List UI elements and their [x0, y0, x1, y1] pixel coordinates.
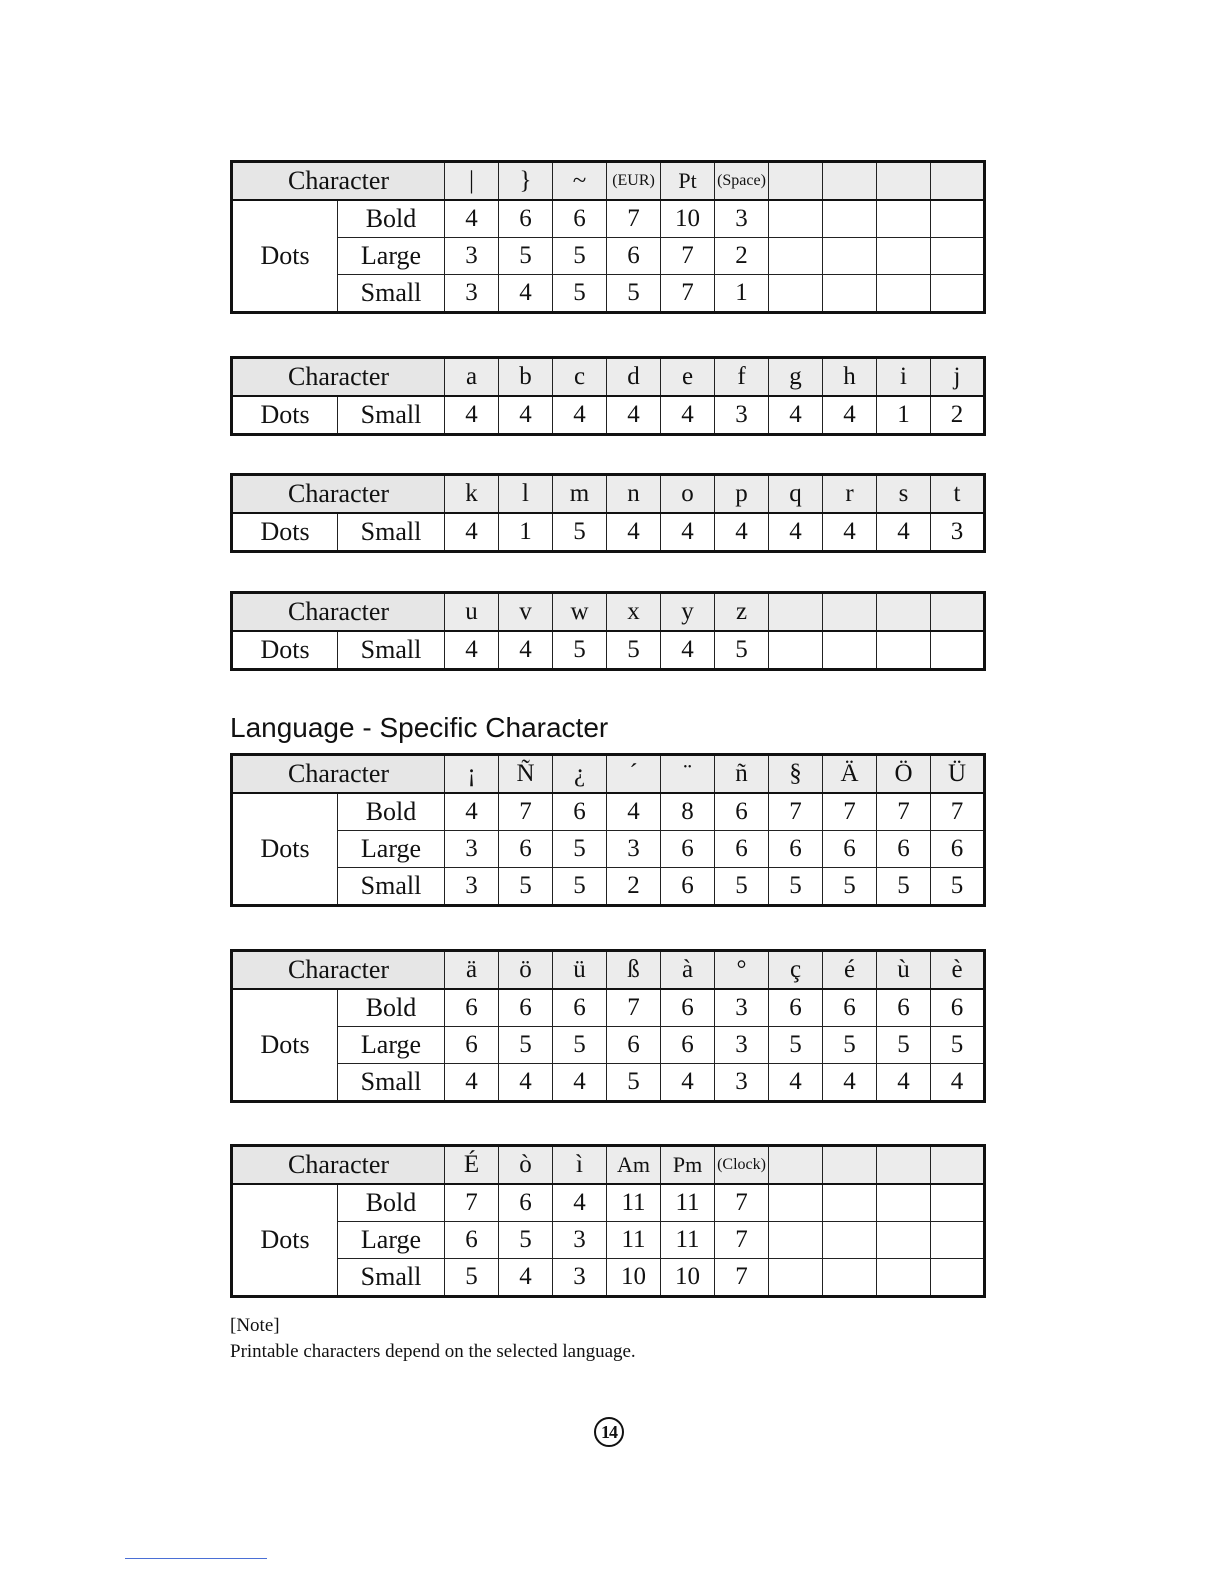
dots-value-cell: 5 — [553, 275, 607, 313]
character-cell: } — [499, 162, 553, 201]
dots-value-cell: 5 — [769, 1027, 823, 1064]
character-cell: q — [769, 475, 823, 514]
size-label: Small — [338, 631, 445, 670]
dots-value-cell: 5 — [715, 868, 769, 906]
size-label: Small — [338, 396, 445, 435]
dots-value-cell: 6 — [445, 1222, 499, 1259]
character-cell: ¿ — [553, 755, 607, 794]
dots-value-cell: 6 — [661, 1027, 715, 1064]
character-cell: z — [715, 593, 769, 632]
character-cell — [769, 593, 823, 632]
size-label: Bold — [338, 989, 445, 1027]
dots-value-cell: 7 — [661, 275, 715, 313]
dots-value-cell: 6 — [715, 831, 769, 868]
dots-value-cell: 7 — [607, 200, 661, 238]
dots-value-cell: 6 — [661, 831, 715, 868]
character-cell: ¡ — [445, 755, 499, 794]
dots-value-cell: 6 — [715, 793, 769, 831]
character-cell: | — [445, 162, 499, 201]
character-cell: s — [877, 475, 931, 514]
dots-value-cell — [823, 1184, 877, 1222]
character-cell: u — [445, 593, 499, 632]
dots-value-cell: 5 — [445, 1259, 499, 1297]
size-label: Large — [338, 1027, 445, 1064]
dots-value-cell: 3 — [445, 275, 499, 313]
dots-value-cell: 4 — [823, 396, 877, 435]
dots-value-cell — [769, 238, 823, 275]
character-cell: g — [769, 358, 823, 397]
dots-value-cell — [823, 631, 877, 670]
character-cell: ù — [877, 951, 931, 990]
character-cell: t — [931, 475, 985, 514]
dots-value-cell: 3 — [445, 831, 499, 868]
dots-value-cell: 4 — [553, 396, 607, 435]
dots-value-cell — [769, 1184, 823, 1222]
note — [230, 1313, 636, 1365]
character-cell: y — [661, 593, 715, 632]
dots-value-cell — [877, 1222, 931, 1259]
dots-value-cell — [769, 1259, 823, 1297]
dots-value-cell: 7 — [877, 793, 931, 831]
dots-value-cell — [823, 1222, 877, 1259]
dots-value-cell: 3 — [445, 868, 499, 906]
dots-value-cell: 6 — [823, 831, 877, 868]
dots-value-cell: 11 — [661, 1222, 715, 1259]
character-cell: p — [715, 475, 769, 514]
character-cell — [769, 1146, 823, 1185]
dots-value-cell: 11 — [607, 1222, 661, 1259]
dots-value-cell: 4 — [877, 1064, 931, 1102]
character-cell: f — [715, 358, 769, 397]
dots-value-cell — [877, 238, 931, 275]
dots-value-cell: 7 — [499, 793, 553, 831]
character-cell — [877, 593, 931, 632]
character-cell: Am — [607, 1146, 661, 1185]
footer-rule — [125, 1558, 267, 1559]
character-cell: É — [445, 1146, 499, 1185]
size-label: Small — [338, 513, 445, 552]
char-table-language-3 — [230, 1144, 986, 1298]
character-cell: è — [931, 951, 985, 990]
dots-value-cell: 5 — [553, 238, 607, 275]
dots-value-cell: 2 — [931, 396, 985, 435]
dots-value-cell: 4 — [769, 1064, 823, 1102]
dots-value-cell — [931, 1222, 985, 1259]
dots-label: Dots — [232, 396, 338, 435]
section-heading: Language - Specific Character — [230, 712, 609, 743]
dots-value-cell: 4 — [607, 396, 661, 435]
header-row — [232, 1146, 985, 1185]
size-label: Bold — [338, 793, 445, 831]
character-cell: Pt — [661, 162, 715, 201]
dots-value-cell: 7 — [445, 1184, 499, 1222]
size-label: Large — [338, 831, 445, 868]
character-cell: ì — [553, 1146, 607, 1185]
size-label: Bold — [338, 1184, 445, 1222]
character-cell: e — [661, 358, 715, 397]
dots-value-cell: 2 — [607, 868, 661, 906]
dots-value-cell: 5 — [499, 238, 553, 275]
dots-value-cell — [823, 275, 877, 313]
character-cell: d — [607, 358, 661, 397]
header-row — [232, 358, 985, 397]
dots-value-cell: 5 — [499, 1222, 553, 1259]
dots-value-cell: 5 — [877, 1027, 931, 1064]
header-row — [232, 162, 985, 201]
dots-value-cell — [769, 631, 823, 670]
char-table-language-1 — [230, 753, 986, 907]
character-cell — [931, 1146, 985, 1185]
character-cell: ° — [715, 951, 769, 990]
dots-value-cell: 5 — [499, 868, 553, 906]
dots-value-cell: 4 — [661, 513, 715, 552]
dots-row-small — [232, 631, 985, 670]
dots-row-small — [232, 275, 985, 313]
character-cell: a — [445, 358, 499, 397]
dots-value-cell: 5 — [607, 1064, 661, 1102]
dots-value-cell: 11 — [661, 1184, 715, 1222]
dots-row-bold — [232, 200, 985, 238]
dots-value-cell: 5 — [823, 1027, 877, 1064]
character-cell: ò — [499, 1146, 553, 1185]
dots-value-cell: 6 — [823, 989, 877, 1027]
character-cell — [769, 162, 823, 201]
size-label: Small — [338, 868, 445, 906]
dots-value-cell: 7 — [661, 238, 715, 275]
dots-value-cell: 4 — [715, 513, 769, 552]
character-cell: é — [823, 951, 877, 990]
dots-value-cell: 7 — [607, 989, 661, 1027]
dots-value-cell: 4 — [769, 396, 823, 435]
dots-value-cell: 4 — [877, 513, 931, 552]
character-cell — [823, 162, 877, 201]
dots-value-cell: 3 — [715, 200, 769, 238]
dots-value-cell: 3 — [715, 1027, 769, 1064]
dots-value-cell: 4 — [769, 513, 823, 552]
dots-value-cell — [877, 200, 931, 238]
dots-value-cell: 5 — [931, 1027, 985, 1064]
dots-label: Dots — [232, 200, 338, 313]
size-label: Small — [338, 1259, 445, 1297]
note-label: [Note] — [230, 1315, 280, 1336]
dots-label: Dots — [232, 793, 338, 906]
dots-value-cell: 8 — [661, 793, 715, 831]
dots-value-cell: 4 — [931, 1064, 985, 1102]
character-cell: (Space) — [715, 162, 769, 201]
dots-value-cell: 7 — [931, 793, 985, 831]
dots-value-cell: 6 — [553, 989, 607, 1027]
character-cell — [823, 593, 877, 632]
dots-value-cell: 6 — [499, 831, 553, 868]
dots-value-cell: 6 — [499, 200, 553, 238]
dots-value-cell — [931, 275, 985, 313]
dots-value-cell: 7 — [823, 793, 877, 831]
dots-row-small — [232, 1064, 985, 1102]
dots-value-cell: 4 — [445, 513, 499, 552]
character-cell: m — [553, 475, 607, 514]
header-row — [232, 951, 985, 990]
dots-value-cell — [931, 238, 985, 275]
character-cell: o — [661, 475, 715, 514]
size-label: Large — [338, 238, 445, 275]
dots-value-cell — [877, 1259, 931, 1297]
dots-value-cell: 6 — [499, 989, 553, 1027]
dots-value-cell: 3 — [931, 513, 985, 552]
dots-value-cell: 5 — [499, 1027, 553, 1064]
character-cell: h — [823, 358, 877, 397]
dots-row-small — [232, 396, 985, 435]
character-cell: ñ — [715, 755, 769, 794]
dots-value-cell: 3 — [553, 1259, 607, 1297]
dots-value-cell — [769, 275, 823, 313]
dots-value-cell: 4 — [607, 793, 661, 831]
character-cell: ´ — [607, 755, 661, 794]
character-cell: ~ — [553, 162, 607, 201]
dots-row-large — [232, 1027, 985, 1064]
dots-value-cell: 1 — [877, 396, 931, 435]
character-cell: ß — [607, 951, 661, 990]
size-label: Small — [338, 1064, 445, 1102]
dots-row-large — [232, 238, 985, 275]
dots-value-cell: 4 — [661, 631, 715, 670]
character-header-label: Character — [232, 162, 445, 201]
dots-value-cell: 7 — [715, 1222, 769, 1259]
character-cell: v — [499, 593, 553, 632]
dots-value-cell: 6 — [499, 1184, 553, 1222]
dots-row-large — [232, 831, 985, 868]
dots-row-bold — [232, 989, 985, 1027]
char-table-symbols — [230, 160, 986, 314]
dots-value-cell: 10 — [661, 1259, 715, 1297]
character-cell: b — [499, 358, 553, 397]
dots-label: Dots — [232, 989, 338, 1102]
character-cell — [931, 162, 985, 201]
dots-value-cell: 7 — [715, 1184, 769, 1222]
dots-value-cell — [931, 1184, 985, 1222]
dots-value-cell: 1 — [715, 275, 769, 313]
dots-value-cell: 1 — [499, 513, 553, 552]
character-cell: (EUR) — [607, 162, 661, 201]
character-cell: Ñ — [499, 755, 553, 794]
dots-value-cell: 4 — [499, 1064, 553, 1102]
character-cell — [877, 162, 931, 201]
dots-value-cell: 6 — [877, 831, 931, 868]
dots-value-cell: 4 — [553, 1184, 607, 1222]
character-cell: (Clock) — [715, 1146, 769, 1185]
dots-value-cell: 6 — [661, 989, 715, 1027]
character-cell: ç — [769, 951, 823, 990]
character-cell: i — [877, 358, 931, 397]
dots-value-cell: 10 — [661, 200, 715, 238]
dots-row-small — [232, 513, 985, 552]
header-row — [232, 755, 985, 794]
char-table-a-to-j — [230, 356, 986, 436]
character-cell: k — [445, 475, 499, 514]
dots-row-bold — [232, 1184, 985, 1222]
dots-value-cell: 7 — [769, 793, 823, 831]
dots-value-cell: 3 — [607, 831, 661, 868]
character-header-label: Character — [232, 358, 445, 397]
dots-value-cell: 6 — [661, 868, 715, 906]
dots-value-cell: 4 — [607, 513, 661, 552]
dots-value-cell: 4 — [661, 396, 715, 435]
dots-value-cell — [877, 275, 931, 313]
dots-value-cell: 6 — [769, 831, 823, 868]
dots-value-cell: 6 — [445, 1027, 499, 1064]
dots-value-cell: 3 — [445, 238, 499, 275]
dots-value-cell: 4 — [445, 631, 499, 670]
dots-value-cell: 3 — [715, 1064, 769, 1102]
dots-value-cell: 2 — [715, 238, 769, 275]
dots-value-cell: 6 — [769, 989, 823, 1027]
dots-value-cell: 6 — [607, 238, 661, 275]
dots-value-cell: 4 — [499, 631, 553, 670]
dots-label: Dots — [232, 1184, 338, 1297]
dots-value-cell: 3 — [715, 396, 769, 435]
header-row — [232, 475, 985, 514]
size-label: Small — [338, 275, 445, 313]
dots-row-small — [232, 868, 985, 906]
dots-value-cell: 5 — [715, 631, 769, 670]
dots-value-cell — [823, 1259, 877, 1297]
dots-value-cell: 4 — [661, 1064, 715, 1102]
dots-value-cell — [931, 1259, 985, 1297]
dots-value-cell: 5 — [553, 831, 607, 868]
character-cell: Ü — [931, 755, 985, 794]
character-cell: § — [769, 755, 823, 794]
dots-value-cell: 6 — [553, 793, 607, 831]
character-cell: Ö — [877, 755, 931, 794]
dots-value-cell — [769, 200, 823, 238]
dots-value-cell: 6 — [553, 200, 607, 238]
character-cell: c — [553, 358, 607, 397]
dots-value-cell: 10 — [607, 1259, 661, 1297]
dots-value-cell: 4 — [823, 513, 877, 552]
character-cell: w — [553, 593, 607, 632]
dots-value-cell: 4 — [499, 1259, 553, 1297]
character-header-label: Character — [232, 951, 445, 990]
character-cell: r — [823, 475, 877, 514]
dots-value-cell: 6 — [931, 989, 985, 1027]
dots-value-cell — [823, 238, 877, 275]
character-cell: n — [607, 475, 661, 514]
character-header-label: Character — [232, 593, 445, 632]
char-table-u-to-z — [230, 591, 986, 671]
dots-value-cell: 5 — [823, 868, 877, 906]
size-label: Bold — [338, 200, 445, 238]
dots-value-cell: 3 — [715, 989, 769, 1027]
dots-value-cell: 4 — [553, 1064, 607, 1102]
character-cell: ö — [499, 951, 553, 990]
size-label: Large — [338, 1222, 445, 1259]
dots-row-bold — [232, 793, 985, 831]
character-header-label: Character — [232, 755, 445, 794]
dots-value-cell: 4 — [445, 396, 499, 435]
character-cell — [823, 1146, 877, 1185]
dots-label: Dots — [232, 513, 338, 552]
dots-value-cell: 6 — [931, 831, 985, 868]
page-number: 14 — [594, 1417, 624, 1447]
character-cell — [931, 593, 985, 632]
dots-value-cell — [823, 200, 877, 238]
dots-value-cell: 5 — [553, 513, 607, 552]
character-cell — [877, 1146, 931, 1185]
character-cell: x — [607, 593, 661, 632]
character-cell: j — [931, 358, 985, 397]
header-row — [232, 593, 985, 632]
dots-value-cell: 5 — [553, 631, 607, 670]
dots-value-cell — [877, 631, 931, 670]
character-cell: Ä — [823, 755, 877, 794]
char-table-k-to-t — [230, 473, 986, 553]
dots-value-cell: 4 — [499, 275, 553, 313]
dots-value-cell: 5 — [877, 868, 931, 906]
dots-value-cell: 6 — [877, 989, 931, 1027]
dots-value-cell: 5 — [553, 1027, 607, 1064]
dots-value-cell: 4 — [445, 793, 499, 831]
dots-label: Dots — [232, 631, 338, 670]
dots-row-large — [232, 1222, 985, 1259]
dots-value-cell: 5 — [607, 275, 661, 313]
dots-value-cell: 6 — [445, 989, 499, 1027]
dots-value-cell: 5 — [769, 868, 823, 906]
dots-row-small — [232, 1259, 985, 1297]
dots-value-cell: 6 — [607, 1027, 661, 1064]
dots-value-cell: 3 — [553, 1222, 607, 1259]
dots-value-cell: 5 — [931, 868, 985, 906]
dots-value-cell: 4 — [499, 396, 553, 435]
dots-value-cell: 5 — [607, 631, 661, 670]
character-cell: Pm — [661, 1146, 715, 1185]
character-cell: ä — [445, 951, 499, 990]
dots-value-cell: 4 — [445, 1064, 499, 1102]
character-cell: ü — [553, 951, 607, 990]
dots-value-cell: 11 — [607, 1184, 661, 1222]
character-cell: à — [661, 951, 715, 990]
dots-value-cell — [877, 1184, 931, 1222]
dots-value-cell: 5 — [553, 868, 607, 906]
character-header-label: Character — [232, 1146, 445, 1185]
dots-value-cell — [931, 200, 985, 238]
dots-value-cell: 7 — [715, 1259, 769, 1297]
dots-value-cell — [769, 1222, 823, 1259]
char-table-language-2 — [230, 949, 986, 1103]
dots-value-cell — [931, 631, 985, 670]
dots-value-cell: 4 — [823, 1064, 877, 1102]
dots-value-cell: 4 — [445, 200, 499, 238]
character-cell: l — [499, 475, 553, 514]
character-header-label: Character — [232, 475, 445, 514]
character-cell: ¨ — [661, 755, 715, 794]
note-text: Printable characters depend on the selected language. — [230, 1341, 636, 1362]
